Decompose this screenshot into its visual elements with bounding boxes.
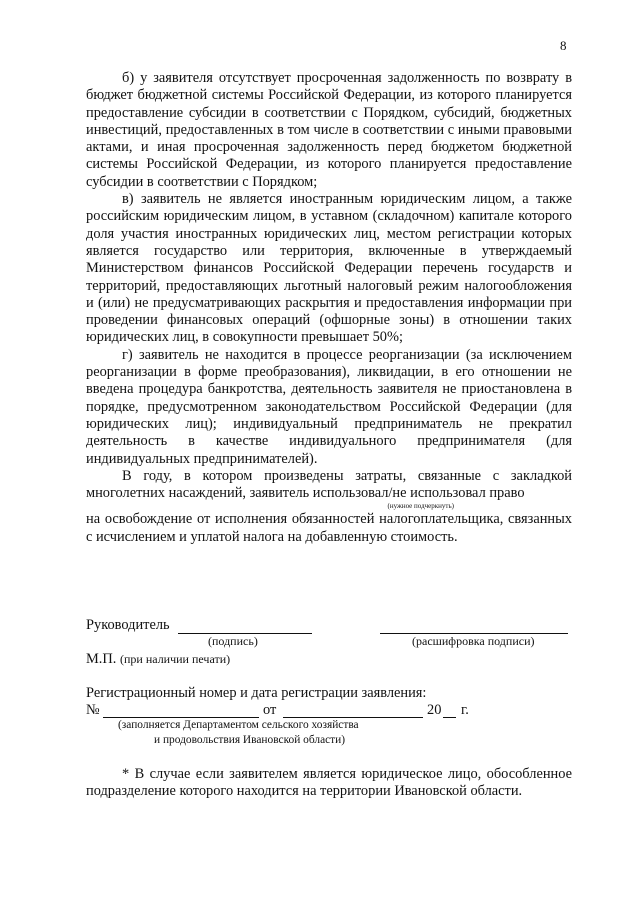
vat-paragraph-part1: В году, в котором произведены затраты, связанные с закладкой многолетних насаждений, заявитель использовал/не использовал право	[86, 467, 572, 502]
number-sign: №	[86, 702, 100, 718]
year-prefix: 20	[427, 702, 442, 718]
registration-date-field[interactable]	[283, 703, 423, 718]
from-label: от	[263, 702, 277, 718]
registration-number-field[interactable]	[103, 703, 259, 718]
conditions-text	[86, 70, 572, 546]
underline-hint: (нужное подчеркнуть)	[387, 502, 454, 511]
page-number: 8	[560, 38, 567, 53]
paragraph-g: г) заявитель не находится в процессе реорганизации (за исключением реорганизации в форме преобразования), ликвидации, в его отношении не введена процедура банкротства, деятельность заявителя не приостановлена в порядке, предусмотренном законодательством Российской Федерации (для юридических лиц); индивидуальный предприниматель не прекратил деятельность в качестве индивидуального предпринимателя (для индивидуальных предпринимателей).	[86, 346, 572, 467]
signature-field[interactable]	[178, 619, 312, 634]
vat-paragraph-part2: на освобождение от исполнения обязанностей налогоплательщика, связанных с исчислением и уплатой налога на добавленную стоимость.	[86, 511, 572, 545]
registration-year-field[interactable]	[443, 703, 456, 718]
footnote: * В случае если заявителем является юридическое лицо, обособленное подразделение которого находится на территории Ивановской области.	[86, 766, 572, 800]
registration-title: Регистрационный номер и дата регистрации заявления:	[86, 685, 427, 701]
signature-decoding-field[interactable]	[380, 619, 568, 634]
signature-hint: (подпись)	[208, 634, 258, 648]
leader-label: Руководитель	[86, 617, 170, 633]
vat-paragraph	[86, 468, 572, 546]
signature-decoding-hint: (расшифровка подписи)	[412, 634, 535, 648]
stamp-label: М.П.	[86, 651, 117, 667]
stamp-hint: (при наличии печати)	[120, 652, 231, 666]
stamp-line	[86, 651, 230, 668]
paragraph-v: в) заявитель не является иностранным юридическим лицом, а также российским юридическим лицом, в уставном (складочном) капитале которого доля участия иностранных юридических лиц, местом регистрации которых является государство или территория, включенные в утверждаемый Министерством финансов Российской Федерации перечень государств и территорий, предоставляющих льготный налоговый режим налогообложения и (или) не предусматривающих раскрытия и предоставления информации при проведении финансовых операций (офшорные зоны) в отношении таких юридических лиц, в совокупности превышает 50%;	[86, 191, 572, 346]
registration-note-line1: (заполняется Департаментом сельского хозяйства	[118, 719, 359, 731]
registration-note-line2: и продовольствия Ивановской области)	[154, 734, 346, 746]
year-suffix: г.	[461, 702, 469, 718]
paragraph-b: б) у заявителя отсутствует просроченная задолженность по возврату в бюджет бюджетной системы Российской Федерации, из которого планируется предоставление субсидии в соответствии с Порядком, субсидий, бюджетных инвестиций, предоставленных в том числе в соответствии с иными правовыми актами, и иная просроченная задолженность перед бюджетом бюджетной системы Российской Федерации, из которого планируется предоставление субсидии в соответствии с Порядком;	[86, 70, 572, 190]
